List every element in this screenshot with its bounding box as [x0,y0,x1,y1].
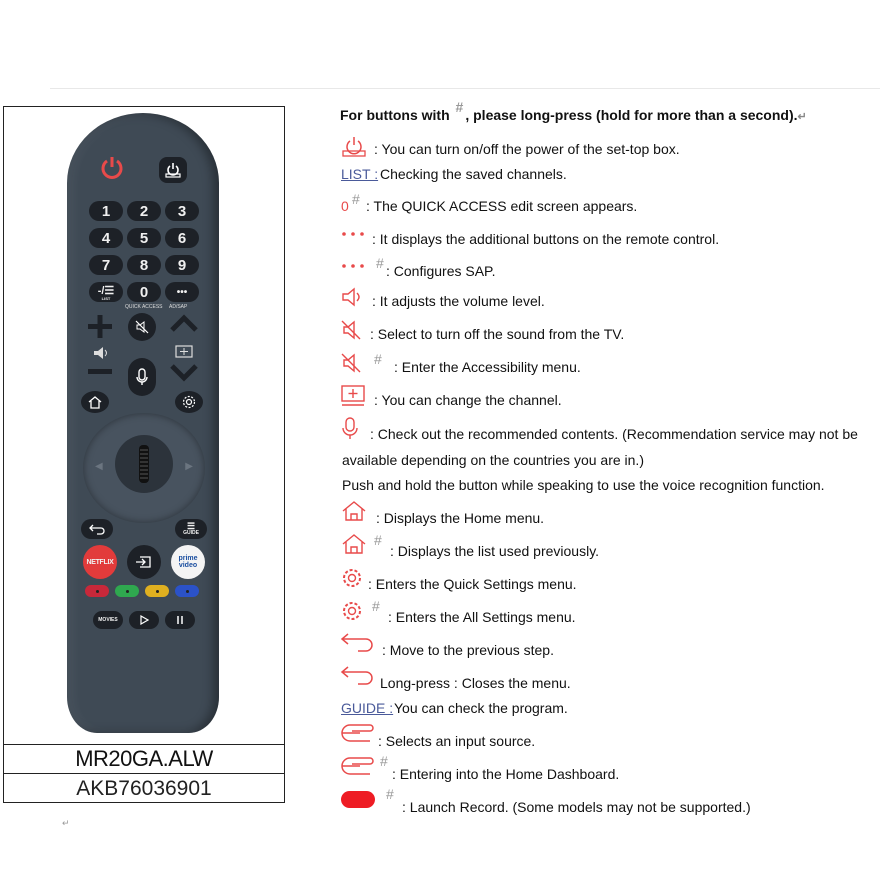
mic-button[interactable] [128,358,156,396]
mute-icon [340,319,364,341]
return-mark: ↵ [797,111,807,123]
hash-mark: # [352,191,360,207]
key-7[interactable]: 7 [89,255,123,275]
part-number: AKB76036901 [76,777,212,800]
key-8[interactable]: 8 [127,255,161,275]
item-text: : Selects an input source. [378,733,536,749]
dot-icon [156,590,159,593]
key-2[interactable]: 2 [127,201,161,221]
power-icon [98,154,126,182]
scroll-wheel-icon [138,444,150,484]
volume-icon [340,286,366,308]
top-divider [50,88,880,89]
key-0[interactable]: 0 [127,282,161,302]
guide-button[interactable] [175,519,207,539]
hash-mark: # [374,532,382,548]
input-icon [135,555,153,569]
item-text: Push and hold the button while speaking to use the voice recognition function. [342,477,825,493]
guide-label: GUIDE [183,530,199,536]
back-icon [340,632,374,654]
green-color-key[interactable] [115,585,139,597]
home-icon [340,533,368,555]
red-color-key[interactable] [85,585,109,597]
pause-icon [175,615,185,625]
hash-mark: # [376,255,384,271]
channel-up-down-icon [167,313,201,383]
stray-return-mark: ↵ [62,818,70,828]
remote-control-body [67,113,219,733]
prime-logo-top: prime [178,555,198,562]
more-button[interactable]: ••• [165,282,199,302]
back-button[interactable] [81,519,113,539]
prime-video-button[interactable] [171,545,205,579]
home-button[interactable] [81,391,109,413]
settop-power-icon [164,161,182,179]
play-icon [139,615,149,625]
mic-icon [340,417,360,441]
power-button[interactable] [97,153,127,183]
item-text: : Configures SAP. [386,263,496,279]
hash-mark: # [386,786,394,802]
settings-icon [181,394,197,410]
quick-access-label: QUICK ACCESS [125,304,163,310]
settings-button[interactable] [175,391,203,413]
list-label: LIST : [341,166,379,182]
guide-label: GUIDE : [341,700,394,716]
netflix-logo: NETFLIX [86,558,114,566]
mute-icon [340,352,364,374]
item-text: : Select to turn off the sound from the TV. [370,326,625,342]
item-text: : Displays the list used previously. [390,543,600,559]
settings-icon [340,566,364,590]
channel-rocker[interactable] [167,313,201,383]
mic-icon [134,367,150,387]
item-text: Long-press : Closes the menu. [380,675,571,691]
ad-sap-label: AD/SAP [169,304,188,310]
home-icon [340,500,368,522]
hash-mark: # [372,598,380,614]
record-icon [341,791,375,808]
item-text: : Enters the All Settings menu. [388,609,576,625]
input-button[interactable] [127,545,161,579]
back-icon [340,665,374,687]
item-text: Checking the saved channels. [380,166,567,182]
instructions-title [340,99,885,126]
back-icon [88,523,106,535]
zero-label: 0 [341,198,349,214]
more-dots-icon [340,229,366,239]
input-icon [340,722,374,746]
hash-mark: # [455,99,464,115]
prime-logo-bottom: video [178,562,198,569]
channel-icon [340,385,368,407]
list-key-label: LIST [101,295,111,301]
key-5[interactable]: 5 [127,228,161,248]
item-text: : Move to the previous step. [382,642,554,658]
key-4[interactable]: 4 [89,228,123,248]
yellow-color-key[interactable] [145,585,169,597]
item-text: : It adjusts the volume level. [372,293,545,309]
dot-icon [96,590,99,593]
list-button[interactable] [89,282,123,302]
key-6[interactable]: 6 [165,228,199,248]
item-text: : The QUICK ACCESS edit screen appears. [366,198,638,214]
item-text: : Enter the Accessibility menu. [394,359,581,375]
volume-plus-minus-icon [85,313,115,379]
title-text: For buttons with [340,107,450,123]
title-rest-text: , please long-press (hold for more than a second). [465,107,798,123]
mute-icon [134,319,150,335]
nav-right-icon: ▶ [185,461,193,472]
model-number: MR20GA.ALW [75,746,213,771]
home-icon [87,395,103,409]
settop-power-button[interactable] [159,157,187,183]
item-text: : You can turn on/off the power of the set-top box. [374,141,680,157]
nav-left-icon: ◀ [95,461,103,472]
blue-color-key[interactable] [175,585,199,597]
item-text: : Launch Record. (Some models may not be supported.) [402,799,751,815]
hash-mark: # [374,351,382,367]
item-text: : You can change the channel. [374,392,562,408]
item-text: : Check out the recommended contents. (Recommendation service may not be [370,426,858,442]
volume-rocker[interactable] [85,313,115,379]
input-icon [340,755,374,779]
netflix-button[interactable] [83,545,117,579]
list-key-symbol: -/☰ [97,284,115,297]
item-text: You can check the program. [394,700,568,716]
power-icon [340,136,368,158]
dot-icon [126,590,129,593]
key-3[interactable]: 3 [165,201,199,221]
settings-icon [340,599,364,623]
ok-wheel-button[interactable] [115,435,173,493]
mute-button[interactable] [128,313,156,341]
hash-mark: # [380,753,388,769]
movies-button[interactable]: MOVIES [93,611,123,629]
guide-lines-icon: ☰ [186,521,196,531]
dot-icon [186,590,189,593]
item-text: : Displays the Home menu. [376,510,545,526]
more-dots-icon [340,261,366,271]
item-text: available depending on the countries you are in.) [342,452,644,468]
key-1[interactable]: 1 [89,201,123,221]
pause-button[interactable] [165,611,195,629]
play-button[interactable] [129,611,159,629]
item-text: : It displays the additional buttons on the remote control. [372,231,720,247]
item-text: : Entering into the Home Dashboard. [392,766,620,782]
item-text: : Enters the Quick Settings menu. [368,576,577,592]
key-9[interactable]: 9 [165,255,199,275]
